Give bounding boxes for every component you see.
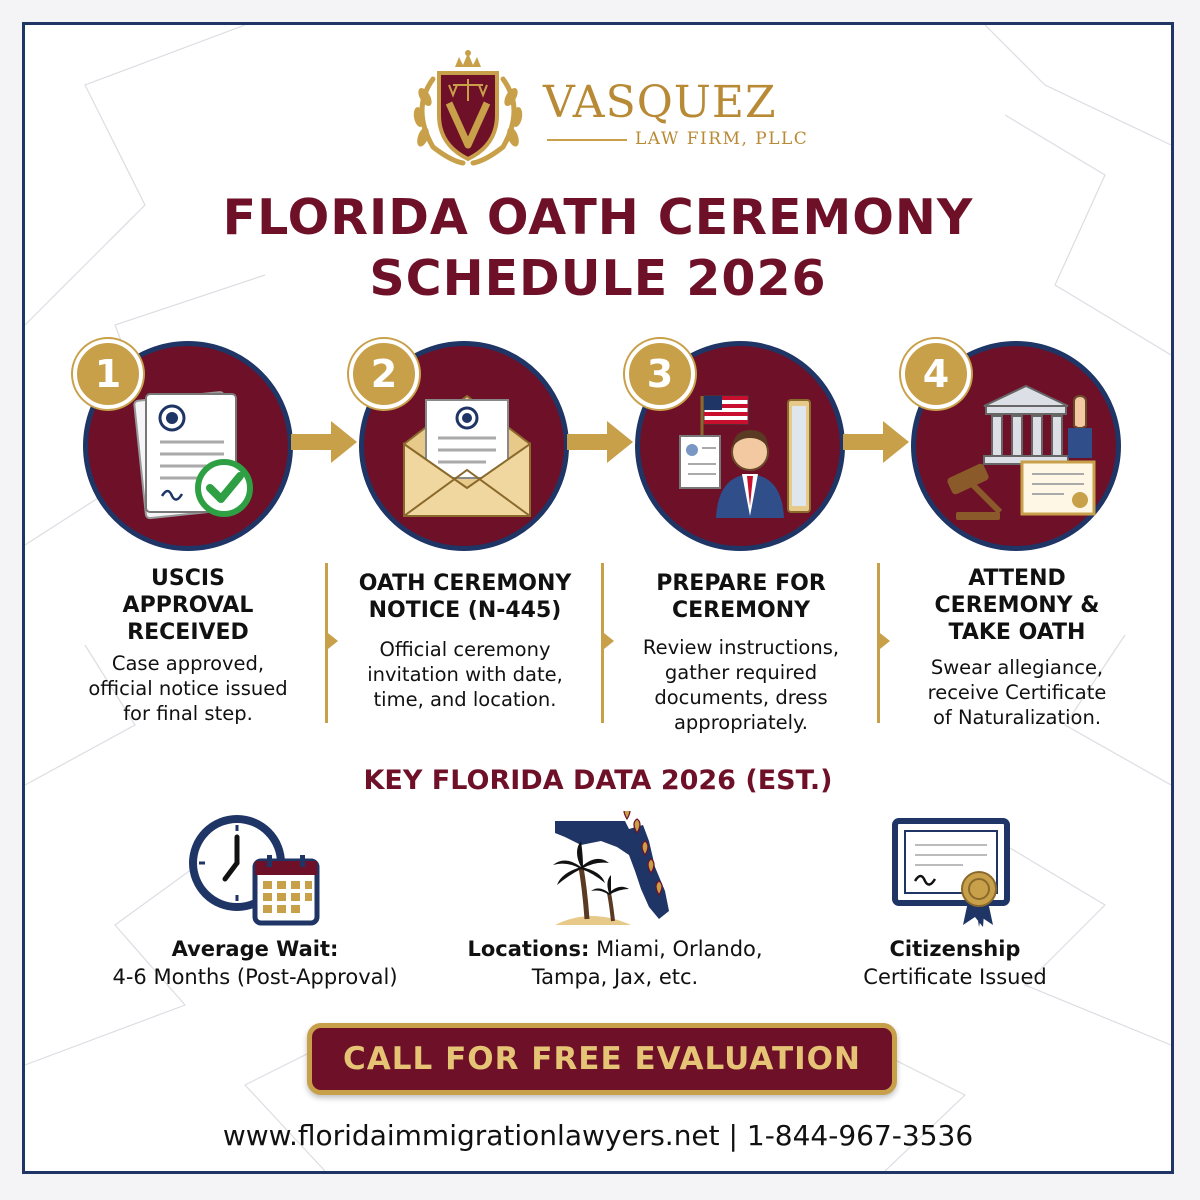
step-1-title: USCIS APPROVAL RECEIVED <box>122 566 254 645</box>
key-data-heading: KEY FLORIDA DATA 2026 (EST.) <box>363 765 833 796</box>
step-2-title: OATH CEREMONY NOTICE (N-445) <box>358 571 572 623</box>
step-4-title: ATTEND CEREMONY & TAKE OATH <box>934 566 1100 645</box>
page-title-line2: SCHEDULE 2026 <box>369 250 827 307</box>
step-2-description: Official ceremony invitation with date, time, and location. <box>367 638 563 711</box>
step-2-badge: 2 <box>349 339 419 409</box>
phone-link[interactable]: 1-844-967-3536 <box>746 1119 974 1152</box>
clock-calendar-icon <box>185 811 325 929</box>
arrow-right-icon <box>843 417 913 467</box>
step-3-badge: 3 <box>625 339 695 409</box>
certificate-ribbon-icon <box>891 817 1013 929</box>
page-title-line1: FLORIDA OATH CEREMONY <box>222 189 974 246</box>
stat-average-wait: Average Wait: 4-6 Months (Post-Approval) <box>112 937 398 989</box>
step-4-badge: 4 <box>901 339 971 409</box>
step-3-title: PREPARE FOR CEREMONY <box>656 571 826 623</box>
crest-laurel-crown-icon <box>403 49 533 169</box>
step-3-description: Review instructions, gather required documents, dress appropriately. <box>642 636 840 734</box>
step-1-badge: 1 <box>73 339 143 409</box>
arrow-right-icon <box>291 417 361 467</box>
website-link[interactable]: www.floridaimmigrationlawyers.net <box>222 1119 720 1152</box>
stat-locations: Locations: Miami, Orlando, Tampa, Jax, etc. <box>467 937 763 989</box>
brand-name: VASQUEZ <box>543 77 777 128</box>
step-1-description: Case approved, official notice issued for final step. <box>88 652 288 725</box>
brand-rule <box>547 139 627 141</box>
contact-line <box>25 1119 1171 1152</box>
florida-map-palm-icon <box>551 811 681 931</box>
arrow-right-icon <box>567 417 637 467</box>
free-evaluation-button[interactable]: CALL FOR FREE EVALUATION <box>307 1023 897 1095</box>
stat-citizenship: Citizenship Certificate Issued <box>863 937 1047 989</box>
step-4-description: Swear allegiance, receive Certificate of Naturalization. <box>927 656 1107 729</box>
brand-subtitle: LAW FIRM, PLLC <box>635 129 809 149</box>
contact-separator: | <box>719 1119 747 1152</box>
infographic-frame <box>22 22 1174 1174</box>
